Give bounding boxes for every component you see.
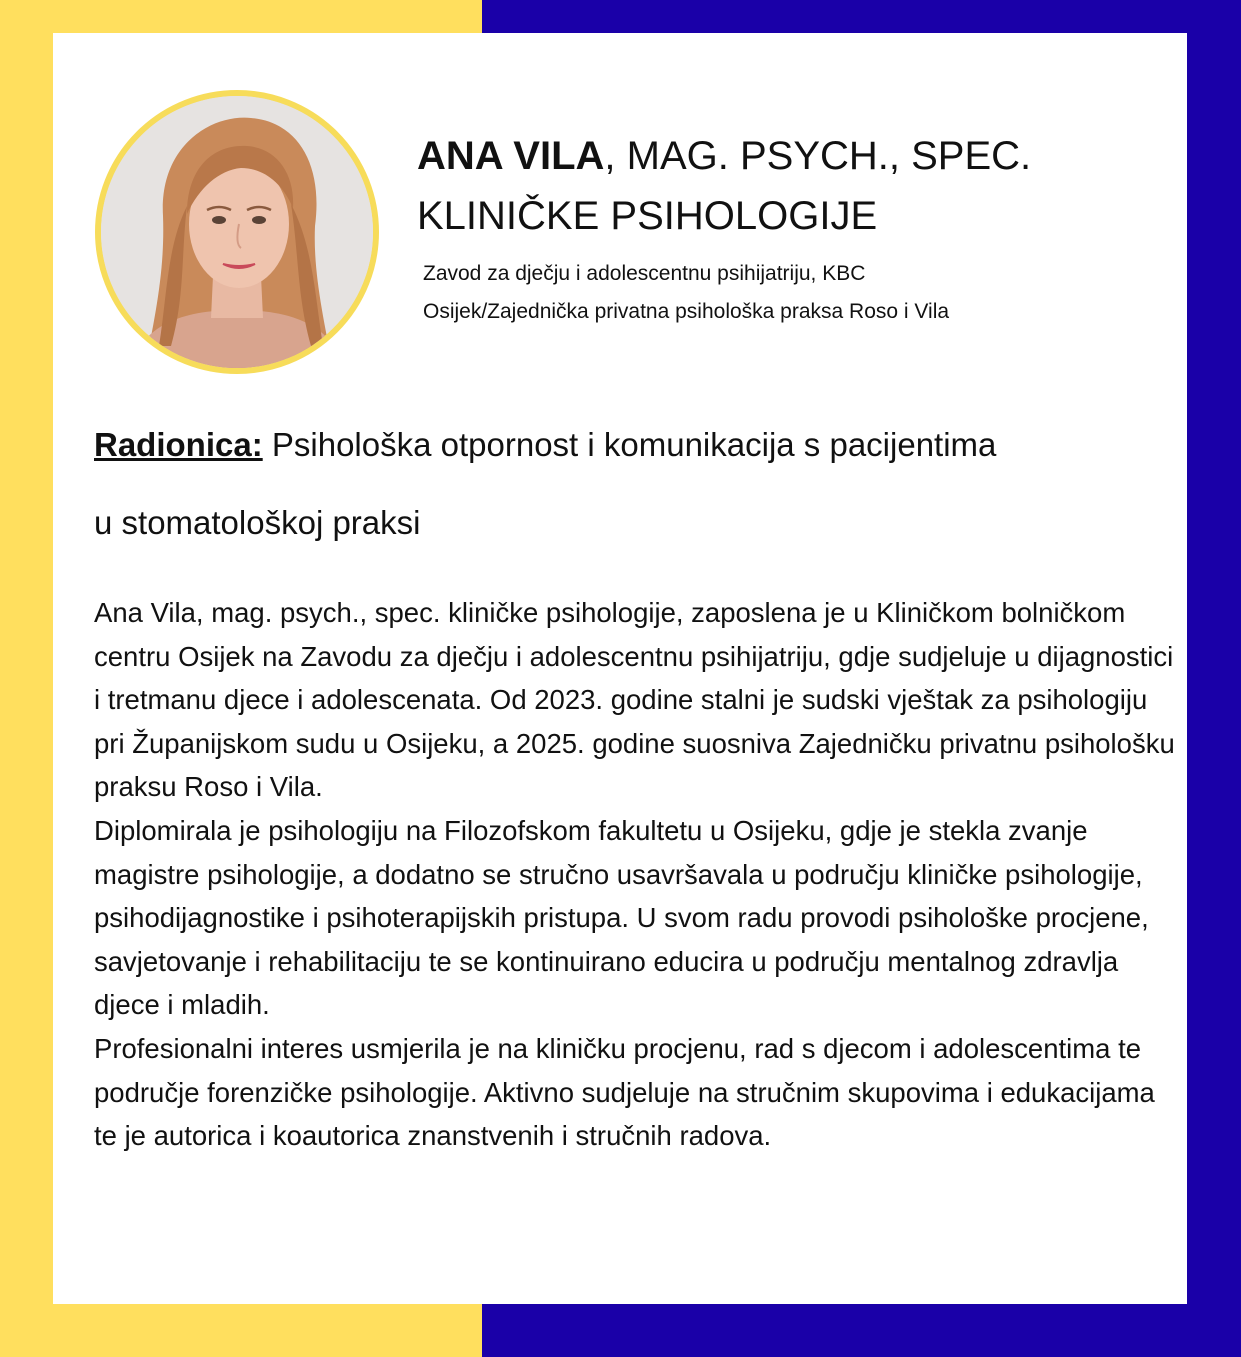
speaker-affiliation bbox=[423, 255, 1143, 331]
portrait-photo bbox=[95, 90, 379, 374]
workshop-label: Radionica: bbox=[94, 426, 263, 463]
workshop-title-line-1 bbox=[94, 406, 1174, 484]
bio-paragraph-2: Diplomirala je psihologiju na Filozofskom fakultetu u Osijeku, gdje je stekla zvanje magistre psihologije, a dodatno se stručno usavršavala u području kliničke psihologije, psihodijagnostike i psihoterapijskih pristupa. U svom radu provodi psihološke procjene, savjetovanje i rehabilitaciju te se kontinuirano educira u području mentalnog zdravlja djece i mladih. bbox=[94, 814, 1149, 1021]
affiliation-line-2: Osijek/Zajednička privatna psihološka praksa Roso i Vila bbox=[423, 300, 950, 323]
affiliation-line-1: Zavod za dječju i adolescentnu psihijatriju, KBC bbox=[423, 262, 866, 285]
workshop-name-part-2: u stomatološkoj praksi bbox=[94, 504, 421, 541]
name-title-line-1 bbox=[417, 126, 1157, 186]
portrait-photo-illustration bbox=[101, 96, 373, 368]
bio-paragraph-1: Ana Vila, mag. psych., spec. kliničke psihologije, zaposlena je u Kliničkom bolničkom centru Osijek na Zavodu za dječju i adolescentnu psihijatriju, gdje sudjeluje u dijagnostici i tretmanu djece i adolescenata. Od 2023. godine stalni je sudski vještak za psihologiju pri Županijskom sudu u Osijeku, a 2025. godine suosniva Zajedničku privatnu psihološku praksu Roso i Vila. bbox=[94, 597, 1175, 803]
speaker-name: ANA VILA bbox=[417, 134, 605, 178]
workshop-title bbox=[94, 406, 1174, 562]
bio-paragraph-3: Profesionalni interes usmjerila je na kliničku procjenu, rad s djecom i adolescentima te područje forenzičke psihologije. Aktivno sudjeluje na stručnim skupovima i edukacijama te je autorica i koautorica znanstvenih i stručnih radova. bbox=[94, 1032, 1155, 1152]
speaker-biography bbox=[94, 591, 1179, 1158]
speaker-name-title bbox=[417, 126, 1157, 246]
workshop-name-part-1: Psihološka otpornost i komunikacija s pacijentima bbox=[262, 426, 997, 463]
speaker-credentials: , MAG. PSYCH., SPEC. bbox=[604, 134, 1032, 178]
speaker-card bbox=[53, 33, 1187, 1304]
speaker-specialty: KLINIČKE PSIHOLOGIJE bbox=[417, 194, 878, 238]
